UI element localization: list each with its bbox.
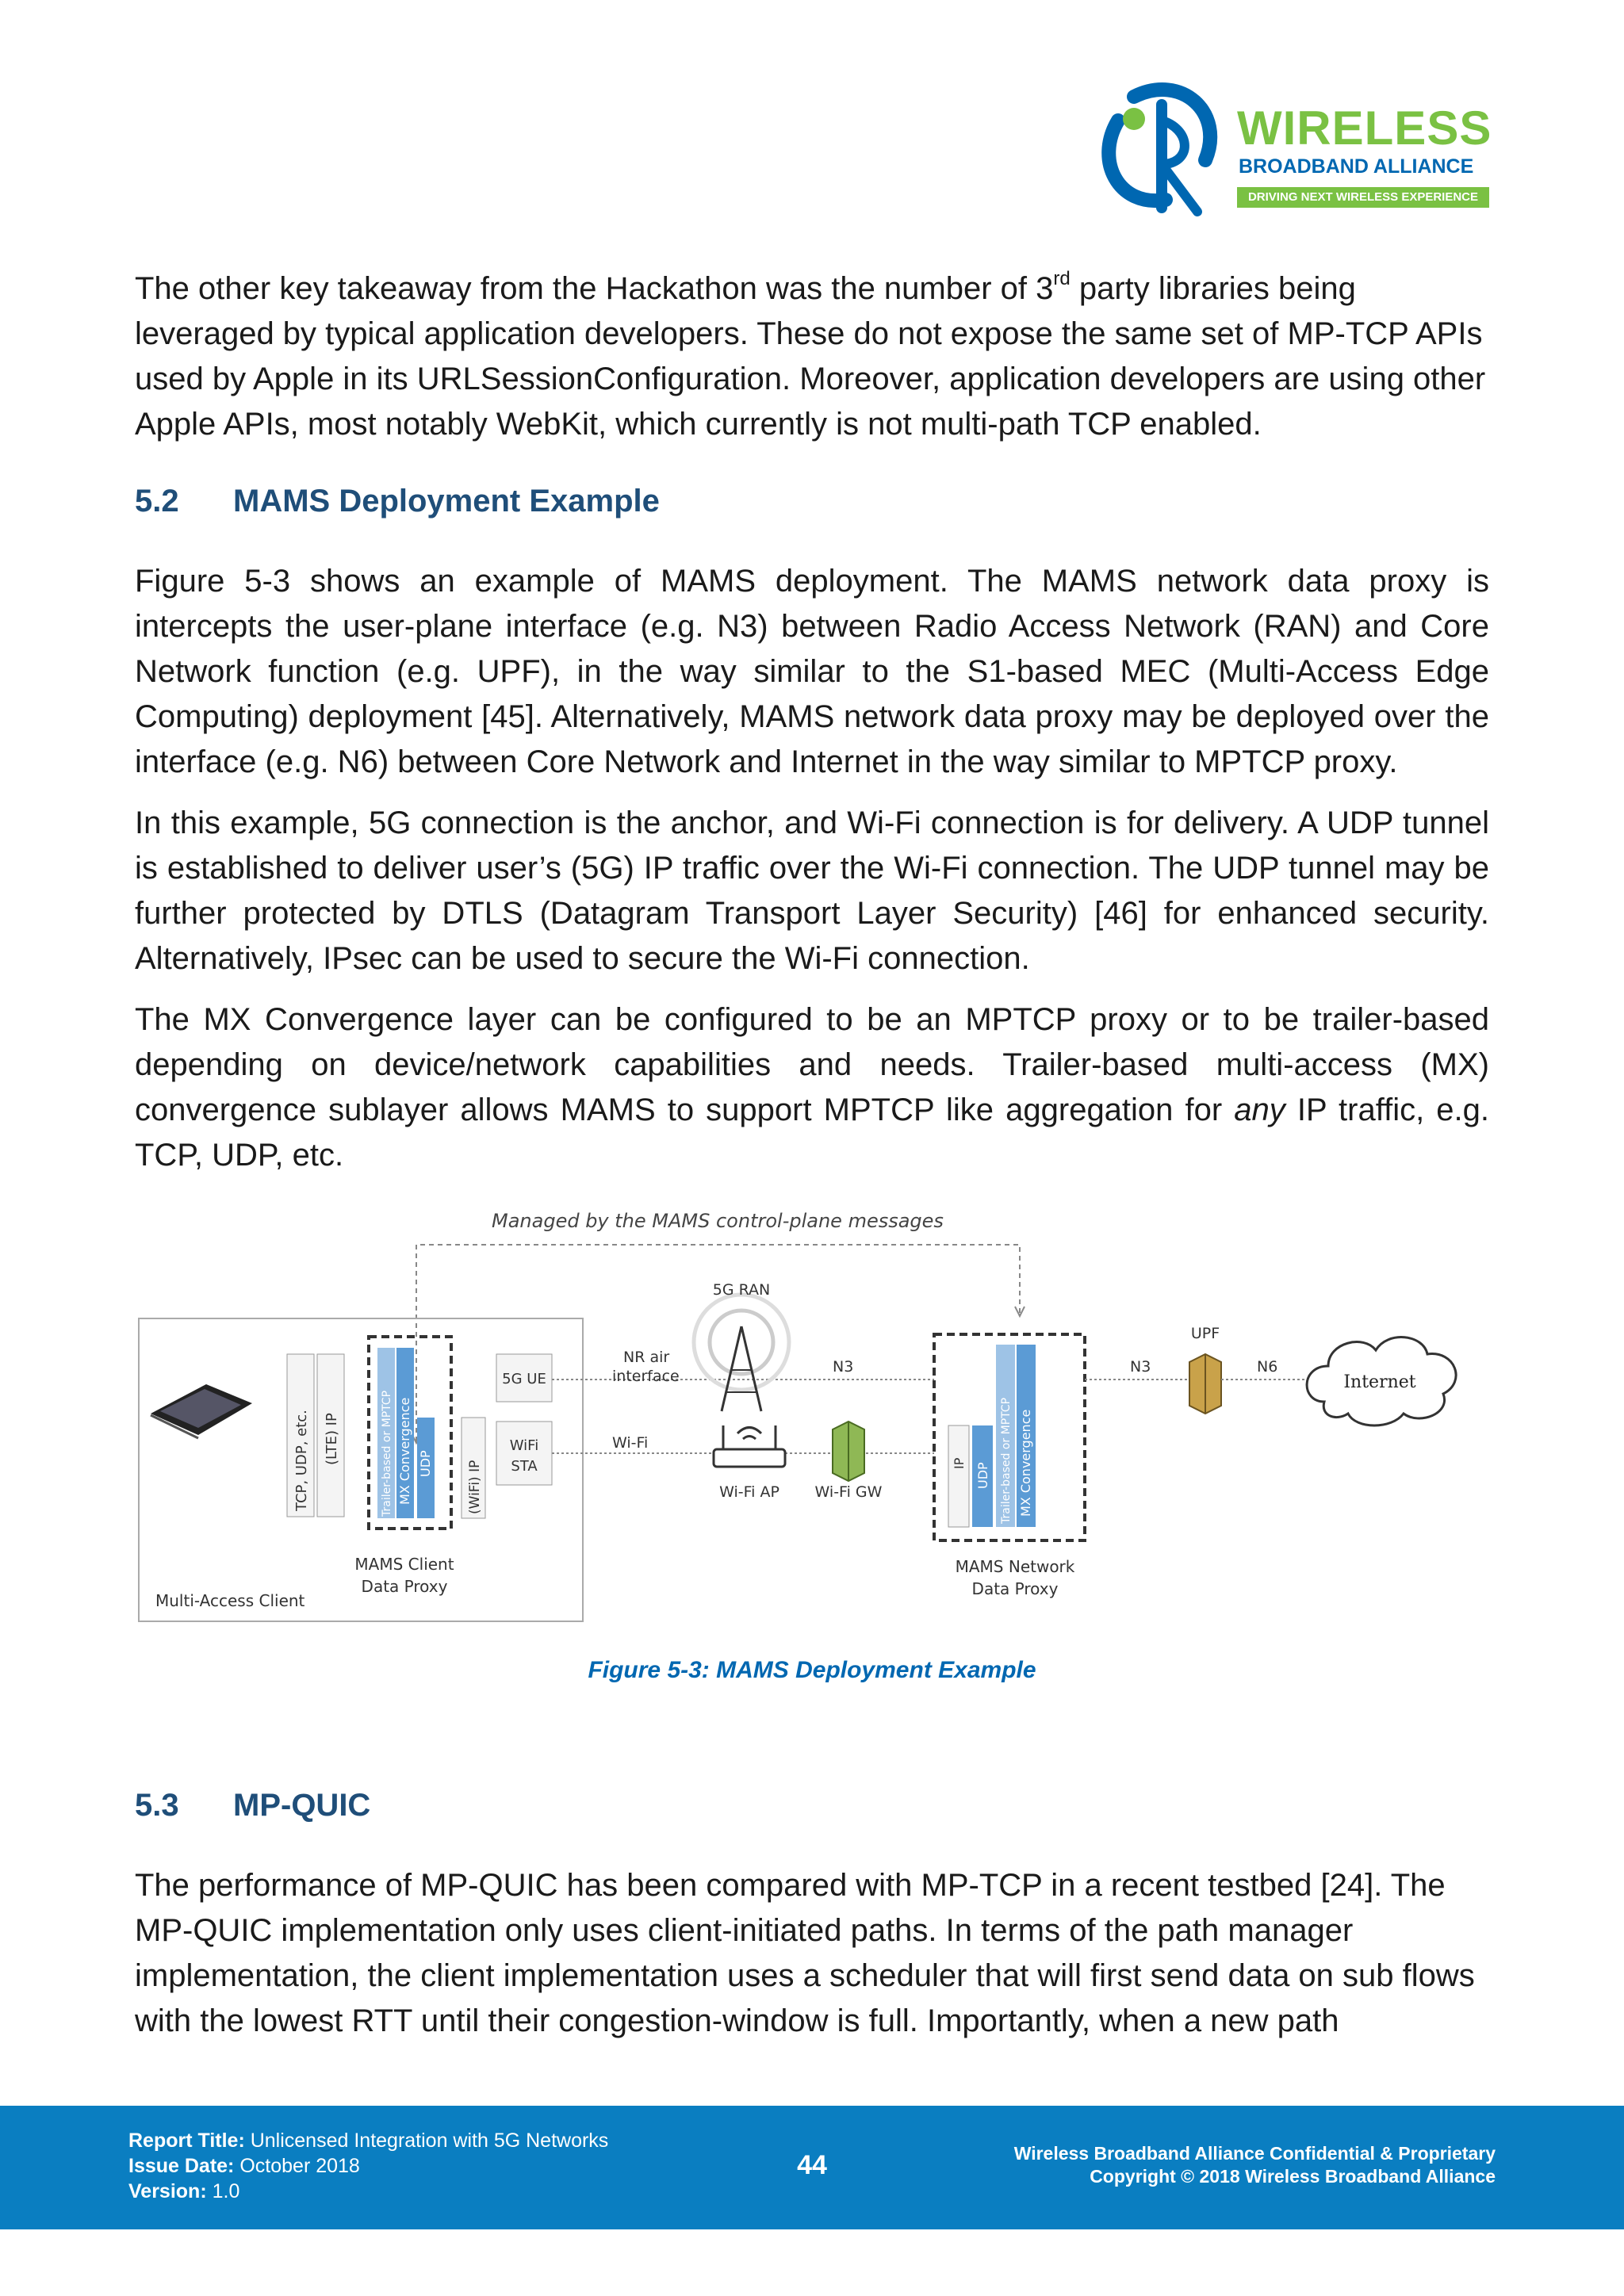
n3-right-label: N3 [1130, 1358, 1151, 1376]
logo-wordmark: WIRELESS [1237, 101, 1492, 155]
mams-deployment-diagram [135, 1203, 1489, 1632]
section-heading-5-3: 5.3 MP-QUIC [135, 1788, 371, 1823]
net-proxy-label-2: Data Proxy [971, 1579, 1059, 1598]
gateway-icon [833, 1422, 864, 1481]
paragraph-mx-convergence: The MX Convergence layer can be configured to be an MPTCP proxy or to be trailer-based depending on device/network capabilities and needs. Trailer-based multi-access (MX) convergence sublayer allows MAMS to support MPTCP like aggregation for any IP traffic, e.g. TCP, UDP, etc. [135, 1002, 1490, 1173]
client-proxy-label-1: MAMS Client [354, 1555, 454, 1574]
tower-icon [694, 1295, 789, 1411]
server-icon [1189, 1354, 1221, 1414]
router-icon [714, 1425, 785, 1467]
net-ip-label: IP [952, 1457, 967, 1469]
paragraph-mams-example: Figure 5-3 shows an example of MAMS deployment. The MAMS network data proxy is intercepts the user-plane interface (e.g. N3) between Radio Access Network (RAN) and Core Network function (e.g. UPF), in the way similar to the S1-based MEC (Multi-Access Edge Computing) deployment [45]. Alternatively, MAMS network data proxy may be deployed over the interface (e.g. N6) between Core Network and Internet in the way similar to MPTCP proxy. [135, 564, 1489, 779]
client-wifi-ip-label: (WiFi) IP [467, 1460, 483, 1514]
page-number: 44 [797, 2150, 827, 2180]
client-box-label: Multi-Access Client [155, 1591, 305, 1610]
wifi-sta-label-2: STA [511, 1458, 538, 1475]
paragraph-mp-quic: The performance of MP-QUIC has been compared with MP-TCP in a recent testbed [24]. The MP-QUIC implementation only uses client-initiated paths. In terms of the path manager implementation, the client implementation uses a scheduler that will first send data on sub flows with the lowest RTT until their congestion-window is full. Importantly, when a new path [135, 1868, 1475, 2038]
net-proxy-label-1: MAMS Network [955, 1557, 1075, 1576]
tcp-udp-label: TCP, UDP, etc. [293, 1410, 310, 1511]
net-udp-label: UDP [975, 1462, 990, 1489]
wifi-ap-label: Wi-Fi AP [719, 1483, 779, 1501]
nr-air-label-2: interface [612, 1368, 680, 1385]
wba-logo [1086, 73, 1499, 224]
lte-ip-label: (LTE) IP [324, 1413, 340, 1465]
figure-caption: Figure 5-3: MAMS Deployment Example [588, 1657, 1036, 1683]
client-udp-label: UDP [418, 1450, 433, 1477]
n3-left-label: N3 [833, 1358, 854, 1376]
tablet-icon [151, 1384, 252, 1438]
ue-5g-label: 5G UE [502, 1371, 546, 1387]
footer-report-info: Report Title: Unlicensed Integration with 5G Networks Issue Date: October 2018 Version: 1.0 [128, 2130, 609, 2202]
managed-label: Managed by the MAMS control-plane messages [492, 1210, 944, 1232]
wifi-sta-label-1: WiFi [509, 1437, 539, 1454]
n6-label: N6 [1257, 1358, 1278, 1376]
section-heading-5-2: 5.2 MAMS Deployment Example [135, 484, 660, 519]
net-mx-label-1: Trailer-based or MPTCP [1000, 1397, 1013, 1524]
client-mx-label-2: MX Convergence [397, 1397, 412, 1505]
logo-tagline: DRIVING NEXT WIRELESS EXPERIENCE [1237, 187, 1489, 208]
paragraph-5g-anchor: In this example, 5G connection is the anchor, and Wi-Fi connection is for delivery. A UDP tunnel is established to deliver user’s (5G) IP traffic over the Wi-Fi connection. The UDP tunnel may be further protected by DTLS (Datagram Transport Layer Security) [46] for enhanced security. Alternatively, IPsec can be used to secure the Wi-Fi connection. [135, 806, 1489, 976]
nr-air-label-1: NR air [623, 1349, 670, 1366]
page-footer [0, 2106, 1624, 2229]
upf-label: UPF [1190, 1325, 1220, 1342]
client-proxy-label-2: Data Proxy [361, 1577, 448, 1596]
wifi-gw-label: Wi-Fi GW [814, 1483, 883, 1501]
client-mx-label-1: Trailer-based or MPTCP [381, 1390, 393, 1517]
intro-paragraph: The other key takeaway from the Hackathon was the number of 3rd party libraries being leveraged by typical application developers. These do not expose the same set of MP-TCP APIs used by Apple in its URLSessionConfiguration. Moreover, application developers are using other Apple APIs, most notably WebKit, which currently is not multi-path TCP enabled. [135, 267, 1486, 442]
net-mx-label-2: MX Convergence [1018, 1409, 1033, 1517]
footer-copyright: Wireless Broadband Alliance Confidential & Proprietary Copyright © 2018 Wireless Broadband Alliance [1013, 2143, 1496, 2187]
wifi-link-label: Wi-Fi [612, 1434, 649, 1452]
ran-label: 5G RAN [712, 1281, 771, 1299]
logo-subtitle: BROADBAND ALLIANCE [1239, 155, 1474, 178]
internet-label: Internet [1343, 1372, 1416, 1392]
wba-logo-mark-icon [1086, 73, 1237, 224]
